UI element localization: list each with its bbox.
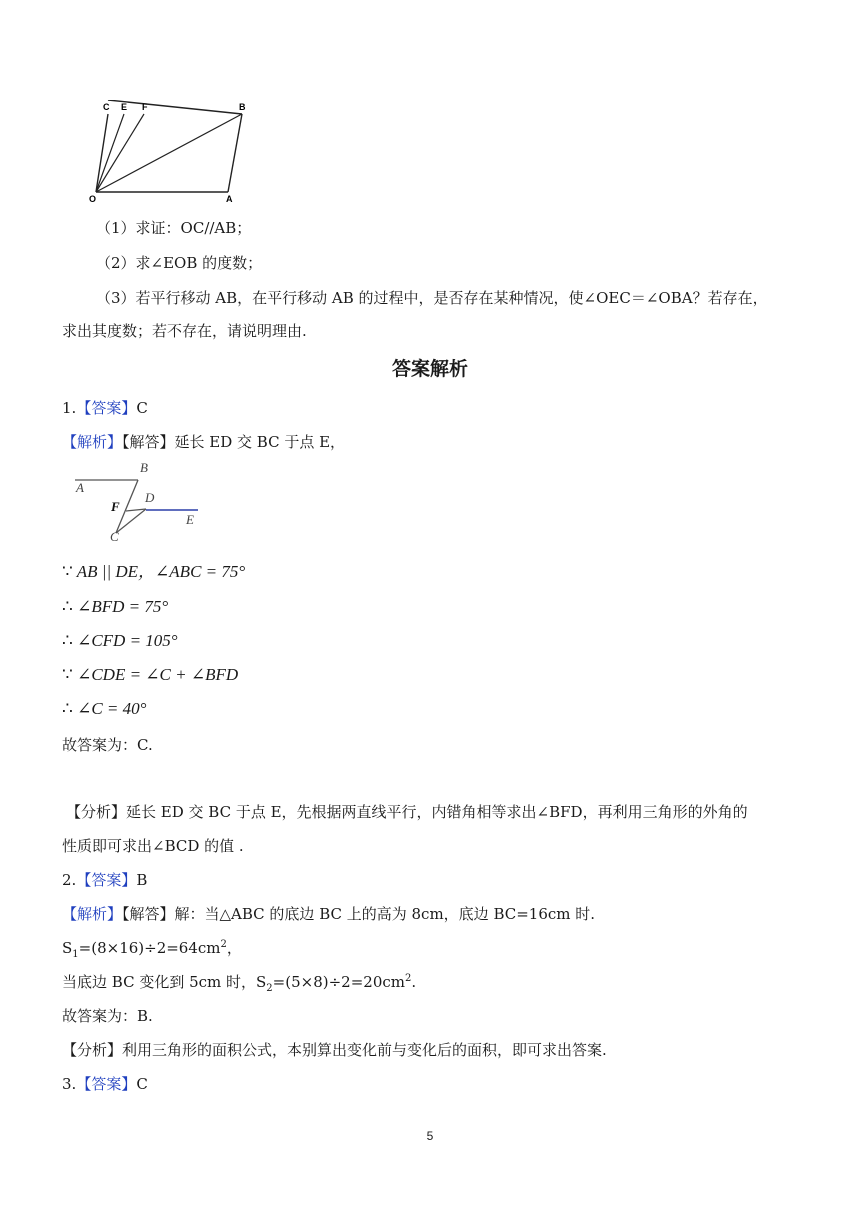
answer-1-analysis-line2: 性质即可求出∠BCD 的值 .	[62, 837, 244, 855]
answer-2-number: 2.	[62, 871, 77, 889]
s1-formula: =(8×16)÷2=64cm	[78, 939, 221, 957]
page-number: 5	[426, 1129, 434, 1143]
math-line-1	[62, 557, 245, 582]
answer-1-tag: 【答案】	[76, 399, 137, 417]
answer-3-line	[62, 1073, 148, 1094]
parallelogram-figure	[86, 100, 256, 210]
segment-oc	[96, 114, 108, 192]
fig-label-b: B	[140, 460, 148, 475]
answer-1-jiexi-line	[62, 431, 345, 452]
s2-superscript: 2	[405, 973, 412, 984]
math-symbol: ∵	[62, 665, 73, 684]
fig-label-a: A	[76, 480, 84, 495]
answer-3-number: 3.	[62, 1075, 77, 1093]
answer-3-tag: 【答案】	[76, 1075, 137, 1093]
s1-punct: ，	[226, 939, 242, 957]
answer-2-s2-line	[62, 971, 416, 994]
label-b: B	[239, 102, 246, 112]
question-1: （1）求证：OC//AB；	[96, 219, 252, 237]
answer-3-value: C	[136, 1075, 148, 1093]
math-symbol: ∴	[62, 699, 73, 718]
math-expression: ∠CDE = ∠C + ∠BFD	[77, 665, 239, 684]
s2-formula: =(5×8)÷2=20cm	[272, 973, 405, 991]
segment-ob	[96, 114, 242, 192]
s2-subscript: 2	[266, 983, 273, 994]
label-o: O	[89, 194, 97, 204]
jieda-1-text: 【解答】延长 ED 交 BC 于点 E，	[122, 433, 346, 451]
jiexi-2-tag: 【解析】	[62, 905, 123, 923]
answer-2-conclusion: 故答案为：B.	[62, 1007, 153, 1025]
math-expression: ∠CFD = 105°	[77, 631, 178, 650]
math-line-4	[62, 665, 238, 685]
label-c: C	[103, 102, 110, 112]
answer-1-line	[62, 397, 148, 418]
math-symbol: ∴	[62, 597, 73, 616]
answer-2-s1-line	[62, 937, 242, 960]
s1-superscript: 2	[220, 939, 227, 950]
s1-text: S	[62, 939, 73, 957]
angle-figure	[70, 456, 210, 542]
jiexi-1-tag: 【解析】	[62, 433, 123, 451]
segment-cb	[108, 100, 242, 114]
question-3-line1: （3）若平行移动 AB，在平行移动 AB 的过程中，是否存在某种情况，使∠OEC＝∠OBA？若存在，	[96, 289, 768, 307]
math-line-2	[62, 597, 168, 617]
math-expression: AB || DE，∠ABC = 75°	[76, 562, 246, 581]
answer-1-value: C	[136, 399, 148, 417]
math-symbol: ∴	[62, 631, 73, 650]
label-f: F	[142, 102, 148, 112]
answer-2-tag: 【答案】	[76, 871, 137, 889]
math-expression: ∠C = 40°	[77, 699, 147, 718]
label-e: E	[121, 102, 128, 112]
fig-label-c: C	[110, 529, 119, 542]
section-title: 答案解析	[391, 358, 468, 380]
answer-1-analysis-line1: 【分析】延长 ED 交 BC 于点 E，先根据两直线平行，内错角相等求出∠BFD，再利用三角形的外角的	[66, 803, 748, 821]
segment-ab	[228, 114, 242, 192]
fig-label-f: F	[111, 499, 120, 514]
label-a: A	[226, 194, 233, 204]
answer-2-line	[62, 869, 147, 890]
answer-2-value: B	[136, 871, 148, 889]
math-symbol: ∵	[62, 562, 73, 581]
s2-punct: .	[411, 973, 417, 991]
answer-2-analysis: 【分析】利用三角形的面积公式，本别算出变化前与变化后的面积，即可求出答案.	[62, 1041, 607, 1059]
math-line-3	[62, 631, 178, 651]
s2-text: 当底边 BC 变化到 5cm 时，S	[62, 973, 267, 991]
question-3-line2: 求出其度数；若不存在，请说明理由.	[62, 322, 307, 340]
math-expression: ∠BFD = 75°	[77, 597, 169, 616]
answer-2-jiexi-line	[62, 903, 595, 924]
math-line-5	[62, 699, 146, 719]
fig-label-e: E	[186, 512, 194, 527]
answer-1-conclusion: 故答案为：C.	[62, 736, 153, 754]
s1-subscript: 1	[72, 949, 79, 960]
jieda-2-text: 【解答】解：当△ABC 的底边 BC 上的高为 8cm，底边 BC=16cm 时.	[122, 905, 596, 923]
question-2: （2）求∠EOB 的度数；	[96, 254, 263, 272]
answer-1-number: 1.	[62, 399, 77, 417]
fig-label-d: D	[145, 490, 155, 505]
